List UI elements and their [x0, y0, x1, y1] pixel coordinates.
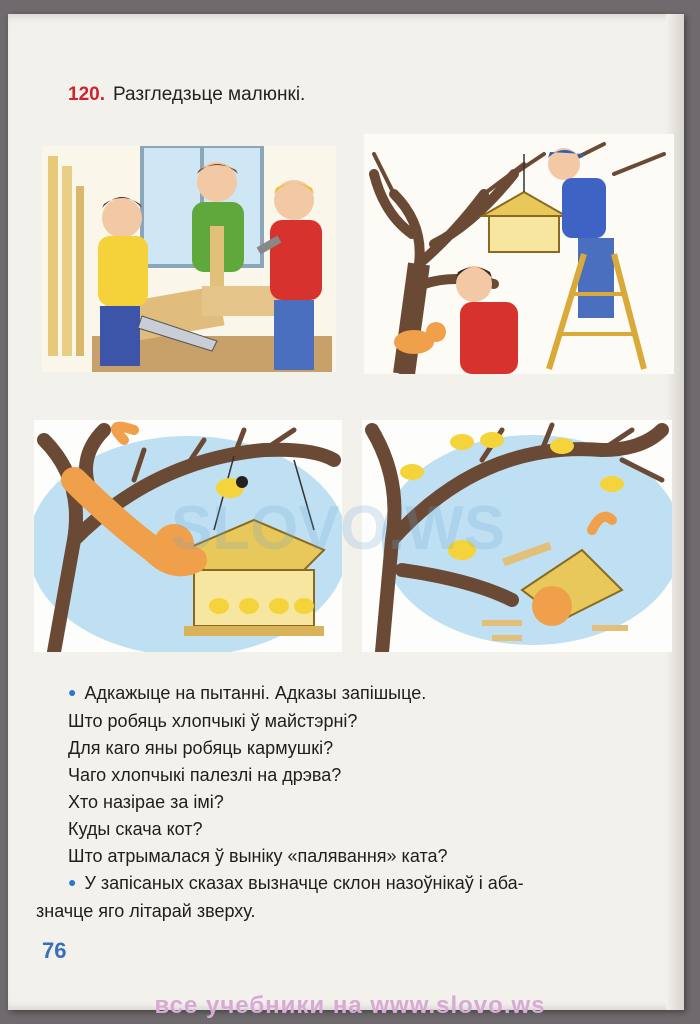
question-5: Куды скача кот? [68, 819, 203, 839]
exercise-header [68, 84, 305, 106]
question-4: Хто назірае за імі? [68, 792, 224, 812]
question-3: Чаго хлопчыкі палезлі на дрэва? [68, 765, 342, 785]
bullet-icon: ● [68, 684, 77, 700]
tasks-block [36, 680, 668, 925]
picture-boys-hanging-feeder [364, 134, 674, 374]
second-task-line-1: ● У запісаных сказах вызначце склон назоўнікаў і аба- [68, 873, 524, 893]
bullet-icon: ● [68, 874, 77, 890]
page-number: 76 [42, 938, 67, 963]
picture-cat-under-broken-feeder [362, 420, 672, 652]
question-2: Для каго яны робяць кармушкі? [68, 738, 334, 758]
second-task-line-2: значце яго літарай зверху. [36, 901, 256, 921]
picture-cat-jumping-to-feeder [34, 420, 342, 652]
bottom-site-watermark: все учебники на www.slovo.ws [154, 992, 546, 1019]
textbook-page [8, 14, 684, 1010]
exercise-number: 120. [68, 84, 105, 105]
exercise-title: Разгледзьце малюнкі. [112, 84, 306, 105]
picture-boys-in-workshop [42, 146, 336, 372]
question-6: Што атрымалася ў выніку «палявання» ката? [68, 846, 448, 866]
watermark-text: SLOVO.WS [170, 494, 506, 563]
question-1: Што робяць хлопчыкі ў майстэрні? [68, 711, 358, 731]
task-intro-line: ● Адкажыце на пытанні. Адказы запішыце. [68, 683, 427, 703]
